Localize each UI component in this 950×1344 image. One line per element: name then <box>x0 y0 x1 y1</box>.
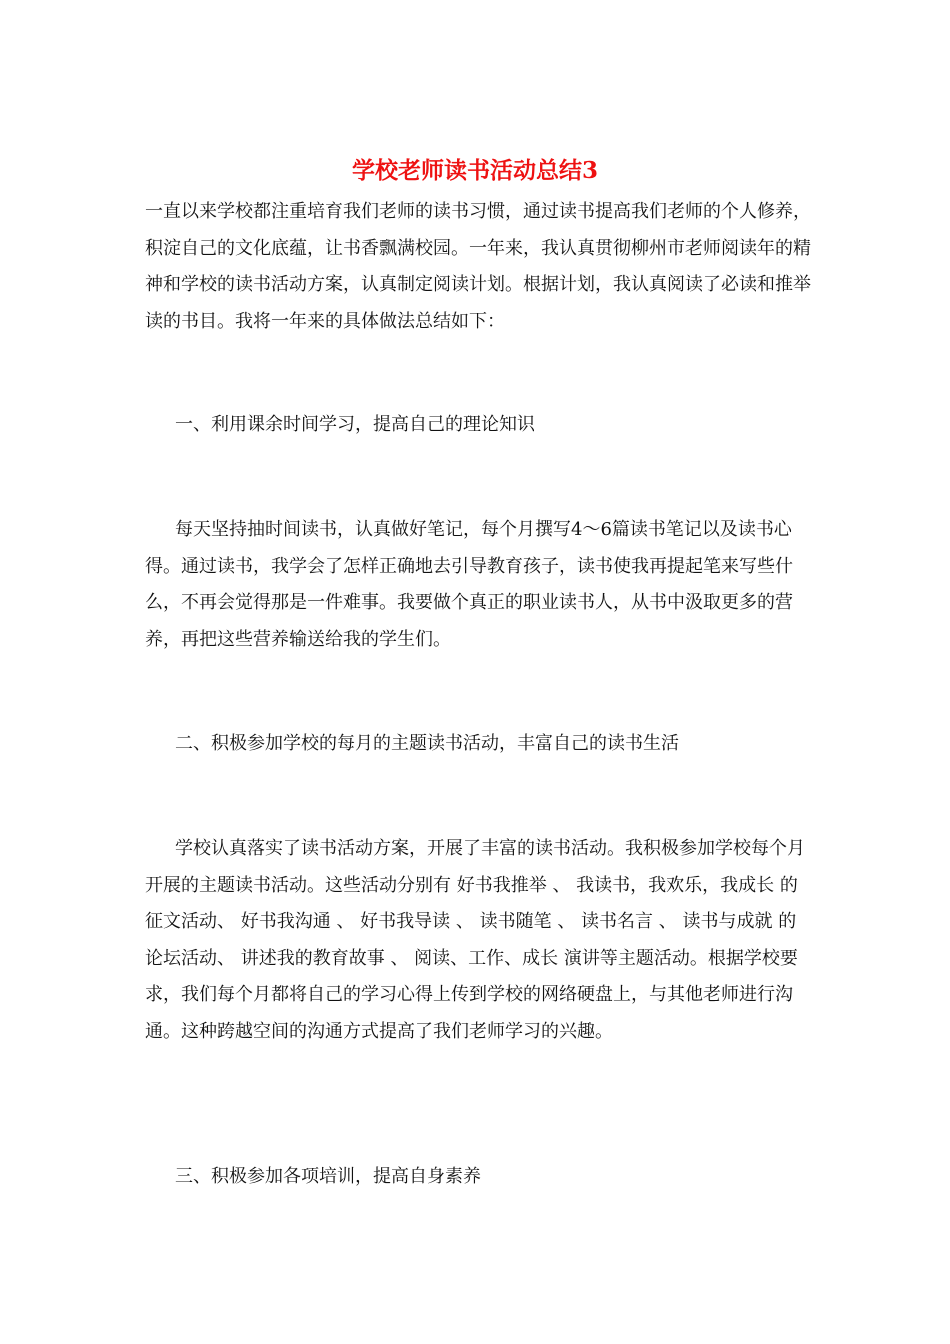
section-1-heading: 一、利用课余时间学习，提高自己的理论知识 <box>175 414 535 435</box>
section-3-heading: 三、积极参加各项培训，提高自身素养 <box>175 1166 481 1187</box>
section-1-body: 每天坚持抽时间读书，认真做好笔记，每个月撰写4～6篇读书笔记以及读书心得。通过读书，我学会了怎样正确地去引导教育孩子，读书使我再提起笔来写些什么，不再会觉得那是一件难事。我要做个真正的职业读书人，从书中汲取更多的营养，再把这些营养输送给我的学生们。 <box>145 519 793 650</box>
section-2-heading: 二、积极参加学校的每月的主题读书活动，丰富自己的读书生活 <box>175 733 679 754</box>
document-title: 学校老师读书活动总结3 <box>351 157 598 184</box>
intro-paragraph: 一直以来学校都注重培育我们老师的读书习惯，通过读书提高我们老师的个人修养，积淀自己的文化底蕴，让书香飘满校园。一年来，我认真贯彻柳州市老师阅读年的精神和学校的读书活动方案，认真制定阅读计划。根据计划，我认真阅读了必读和推举读的书目。我将一年来的具体做法总结如下： <box>145 201 811 332</box>
section-2-body: 学校认真落实了读书活动方案，开展了丰富的读书活动。我积极参加学校每个月开展的主题读书活动。这些活动分别有 好书我推举 、 我读书，我欢乐，我成长 的征文活动、 好书我沟通 、 好书我导读 、 读书随笔 、 读书名言 、 读书与成就 的论坛活动、 讲述我的教育故事 、 阅读、工作、成长 演讲等主题活动。根据学校要求，我们每个月都将自己的学习心得上传到学校的网络硬盘上，与其他老师进行沟通。这种跨越空间的沟通方式提高了我们老师学习的兴趣。 <box>145 838 805 1042</box>
